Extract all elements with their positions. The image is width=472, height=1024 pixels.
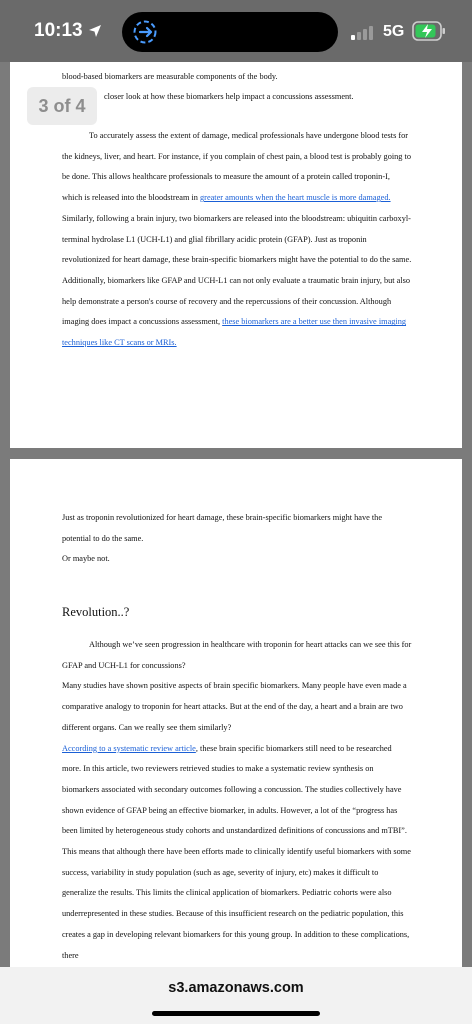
network-type: 5G bbox=[383, 23, 405, 40]
battery-charging-icon bbox=[412, 21, 446, 41]
page1-top-line: blood-based biomarkers are measurable components of the body. bbox=[62, 72, 278, 81]
page2-or-maybe-not: Or maybe not. bbox=[62, 554, 110, 564]
page1-para2-text-a: Additionally, biomarkers like GFAP and UCH-L1 can not only evaluate a traumatic brain injury, but also help demonstrate a person's course of recovery and the repercussions of their concussion. Although imaging does impact a concussions assessment, bbox=[62, 275, 411, 327]
page2-paragraph-1: Although we’ve seen progression in healthcare with troponin for heart attacks can we see this for GFAP and UCH-L1 for concussions? bbox=[62, 640, 412, 670]
page1-para1-text-a: To accurately assess the extent of damage, medical professionals have undergone blood tests for the kidneys, liver, and heart. For instance, if you complain of chest pain, a blood test is probably going to be done. This allows healthcare professionals to measure the amount of a protein called troponin-I, which is released into the bloodstream in bbox=[62, 131, 411, 203]
page2-body bbox=[62, 635, 412, 966]
page2-paragraph-2: Many studies have shown positive aspects of brain specific biomarkers. Many people have even made a comparative analogy to troponin for heart attacks. But at the end of the day, a heart and a brain are two different organs. Can we really see them similarly? bbox=[62, 681, 407, 732]
biomarkers-vs-imaging-link[interactable]: these biomarkers are a better use then invasive imaging techniques like CT scans or MRIs. bbox=[62, 317, 407, 348]
page2-intro bbox=[62, 508, 412, 570]
dynamic-island bbox=[122, 12, 338, 52]
document-page-2 bbox=[10, 459, 462, 967]
page1-second-line: closer look at how these biomarkers help impact a concussions assessment. bbox=[104, 92, 354, 101]
browser-address-bar[interactable] bbox=[0, 967, 472, 1024]
page2-intro-text: Just as troponin revolutionized for heart damage, these brain-specific biomarkers might have the potential to do the same. bbox=[62, 513, 383, 543]
section-heading: Revolution..? bbox=[62, 605, 130, 619]
home-indicator[interactable] bbox=[152, 1011, 320, 1016]
page-indicator: 3 of 4 bbox=[27, 87, 97, 125]
page2-paragraph-3 bbox=[62, 739, 412, 967]
page1-paragraph-2 bbox=[62, 271, 412, 354]
heart-muscle-damage-link[interactable]: greater amounts when the heart muscle is more damaged. bbox=[200, 193, 391, 203]
location-arrow-icon bbox=[88, 24, 102, 38]
systematic-review-link[interactable]: According to a systematic review article bbox=[62, 743, 196, 753]
page1-para1-text-b: Similarly, following a brain injury, two biomarkers are released into the bloodstream: ubiquitin carboxyl-terminal hydrolase L1 (UCH-L1) and glial fibrillary acidic protein (GFAP). Just as troponin revolutionized for heart damage, these brain-specific biomarkers might have the potential to do the same. bbox=[62, 213, 412, 265]
page1-body bbox=[62, 126, 412, 354]
clock-time: 10:13 bbox=[34, 20, 83, 41]
cellular-signal-icon bbox=[351, 26, 377, 40]
page1-paragraph-1 bbox=[62, 126, 412, 271]
url-text[interactable]: s3.amazonaws.com bbox=[168, 980, 304, 996]
status-bar bbox=[0, 0, 472, 62]
page2-para3-text: , these brain specific biomarkers still need to be researched more. In this article, two reviewers retrieved studies to make a systematic review synthesis on biomarkers associated with secondary outcomes following a concussion. The studies collectively have shown evidence of GFAP being an effective biomarker, in adults. However, a lot of the “progress has been limited by heterogeneous study cohorts and unstandardized definitions of concussions and mTBI”. This means that although there have been efforts made to clinically identify useful biomarkers with some success, variability in study population (such as age, severity of injury, etc) makes it difficult to generalize the results. This limits the clinical application of biomarkers. Pediatric cohorts were also underrepresented in these studies. Because of this insufficient research on the pediatric population, this creates a gap in developing relevant biomarkers for this young group. In addition to these complications, there bbox=[62, 743, 411, 960]
screen-share-icon bbox=[132, 19, 160, 45]
